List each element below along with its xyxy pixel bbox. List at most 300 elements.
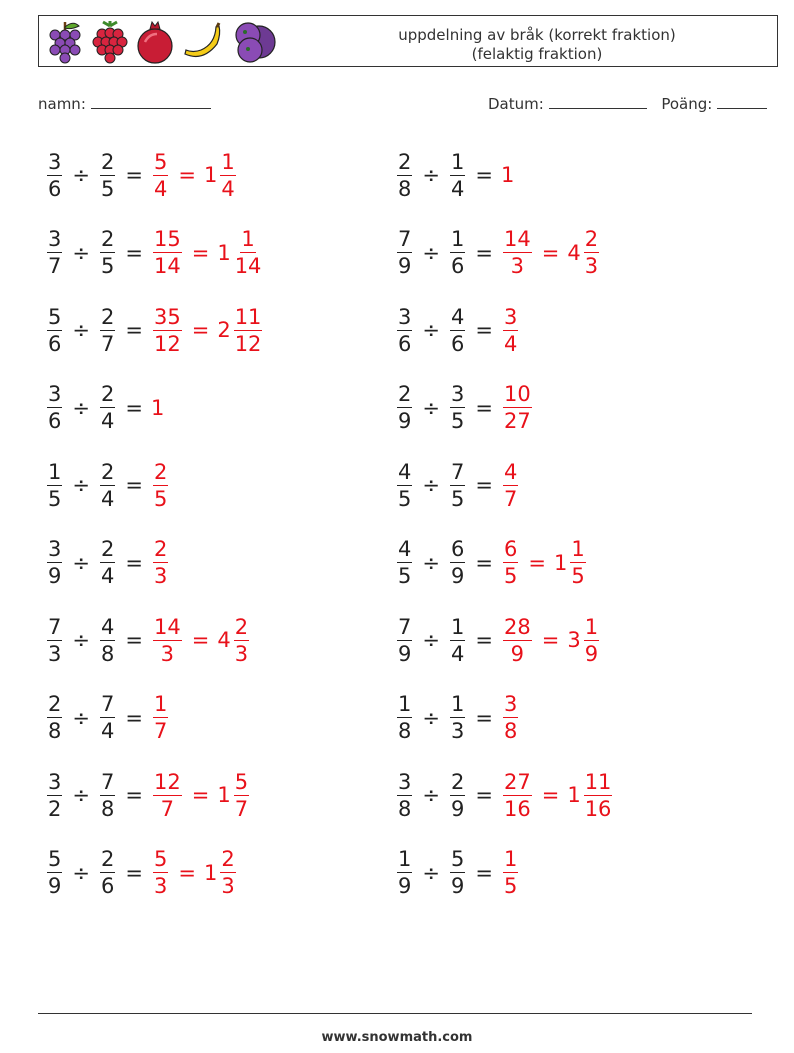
- denominator: 9: [450, 564, 465, 588]
- denominator: 5: [48, 486, 62, 511]
- score-label: Poäng:: [661, 95, 713, 113]
- dividend-fraction: [47, 459, 62, 512]
- mixed-number-answer: [204, 149, 238, 202]
- divisor-fraction: [450, 304, 465, 357]
- numerator: 1: [241, 227, 255, 251]
- numerator: 4: [398, 537, 412, 561]
- denominator: 12: [234, 331, 262, 356]
- denominator: 7: [153, 719, 168, 743]
- mixed-number-answer: [567, 769, 614, 822]
- denominator: 16: [503, 796, 531, 821]
- numerator: 15: [153, 227, 181, 251]
- divide-sign: ÷: [422, 240, 440, 265]
- problem-4: [395, 223, 601, 283]
- answer: [151, 396, 164, 420]
- denominator: 2: [48, 796, 62, 821]
- dividend-fraction: [47, 381, 62, 434]
- raspberry-icon: [91, 20, 129, 64]
- denominator: 7: [48, 254, 62, 278]
- dividend-fraction: [397, 769, 412, 822]
- mixed-whole: 1: [217, 240, 231, 265]
- answer: [151, 614, 251, 667]
- problem-10: [395, 455, 520, 515]
- denominator: 9: [584, 641, 599, 666]
- equals-sign: =: [475, 163, 493, 187]
- equals-sign: =: [541, 783, 560, 807]
- numerator: 3: [48, 382, 62, 406]
- mixed-fraction: [584, 769, 613, 822]
- fruit-icons: [45, 20, 277, 64]
- mixed-whole: 4: [567, 240, 581, 265]
- numerator: 3: [503, 304, 518, 329]
- divisor-fraction: [100, 149, 115, 202]
- divide-sign: ÷: [72, 163, 90, 187]
- improper-fraction-answer: [153, 459, 168, 512]
- denominator: 9: [510, 641, 525, 666]
- denominator: 6: [48, 176, 62, 201]
- dividend-fraction: [397, 691, 412, 744]
- numerator: 7: [398, 614, 412, 639]
- mixed-whole: 3: [567, 628, 581, 652]
- equals-sign: =: [178, 860, 196, 885]
- numerator: 14: [503, 227, 531, 251]
- equals-sign: =: [125, 473, 143, 497]
- numerator: 2: [398, 149, 412, 174]
- numerator: 2: [398, 382, 412, 406]
- problem-18: [395, 765, 614, 825]
- divide-sign: ÷: [422, 628, 440, 652]
- improper-fraction-answer: [503, 536, 518, 589]
- numerator: 2: [100, 382, 115, 406]
- improper-fraction-answer: [153, 691, 168, 744]
- answer: [151, 459, 170, 512]
- numerator: 12: [153, 769, 181, 794]
- mixed-whole: 1: [553, 550, 568, 575]
- equals-sign: =: [475, 860, 493, 885]
- denominator: 5: [450, 409, 465, 433]
- mixed-fraction: [220, 846, 235, 899]
- improper-fraction-answer: [503, 226, 532, 279]
- answer: [151, 226, 264, 279]
- dividend-fraction: [47, 846, 62, 899]
- numerator: 2: [48, 692, 62, 716]
- dividend-fraction: [397, 304, 412, 357]
- improper-fraction-answer: [503, 304, 518, 357]
- denominator: 9: [48, 874, 62, 898]
- answer: [501, 381, 534, 434]
- dividend-fraction: [47, 769, 62, 822]
- denominator: 8: [100, 641, 115, 666]
- equals-sign: =: [541, 628, 560, 652]
- denominator: 27: [503, 409, 531, 433]
- divide-sign: ÷: [422, 550, 440, 575]
- denominator: 9: [450, 874, 465, 898]
- answer: [501, 226, 601, 279]
- divide-sign: ÷: [72, 550, 90, 575]
- divide-sign: ÷: [422, 705, 440, 730]
- denominator: 4: [503, 331, 518, 356]
- worksheet-header: [38, 15, 778, 67]
- divisor-fraction: [450, 614, 465, 667]
- mixed-number-answer: [217, 226, 264, 279]
- equals-sign: =: [191, 318, 210, 342]
- problem-17: [45, 765, 251, 825]
- numerator: 7: [450, 459, 465, 484]
- denominator: 4: [450, 641, 465, 666]
- answer: [501, 304, 520, 357]
- numerator: 5: [153, 149, 168, 174]
- numerator: 1: [450, 227, 465, 251]
- divide-sign: ÷: [422, 473, 440, 497]
- denominator: 4: [153, 176, 168, 201]
- numerator: 2: [234, 614, 249, 639]
- denominator: 6: [398, 331, 412, 356]
- date-score-fields: [488, 94, 767, 113]
- divide-sign: ÷: [72, 783, 90, 807]
- equals-sign: =: [125, 395, 143, 420]
- dividend-fraction: [47, 149, 62, 202]
- improper-fraction-answer: [153, 226, 182, 279]
- denominator: 3: [221, 874, 235, 898]
- mixed-fraction: [234, 304, 263, 357]
- equals-sign: =: [528, 550, 546, 575]
- problem-8: [395, 378, 534, 438]
- numerator: 1: [503, 847, 518, 871]
- answer: [501, 459, 520, 512]
- numerator: 1: [398, 847, 412, 871]
- problem-1: [45, 145, 238, 205]
- problem-20: [395, 843, 520, 903]
- mixed-whole: 4: [217, 628, 231, 652]
- numerator: 2: [153, 537, 168, 561]
- equals-sign: =: [125, 163, 143, 187]
- dividend-fraction: [397, 226, 412, 279]
- divisor-fraction: [100, 614, 115, 667]
- improper-fraction-answer: [153, 149, 168, 202]
- answer: [151, 149, 238, 202]
- answer: [151, 769, 251, 822]
- dividend-fraction: [47, 691, 62, 744]
- title-line-1: uppdelning av bråk (korrekt fraktion): [398, 26, 676, 44]
- divisor-fraction: [450, 381, 465, 434]
- numerator: 1: [584, 614, 599, 639]
- equals-sign: =: [475, 473, 493, 497]
- improper-fraction-answer: [503, 614, 532, 667]
- numerator: 7: [398, 227, 412, 251]
- problem-15: [45, 688, 170, 748]
- numerator: 4: [100, 614, 115, 639]
- mixed-fraction: [584, 614, 599, 667]
- numerator: 1: [450, 614, 465, 639]
- numerator: 2: [153, 459, 168, 484]
- date-blank[interactable]: [549, 94, 647, 109]
- equals-sign: =: [475, 240, 493, 265]
- problem-19: [45, 843, 238, 903]
- problem-3: [45, 223, 264, 283]
- denominator: 7: [100, 331, 115, 356]
- numerator: 3: [48, 149, 62, 174]
- mixed-whole: 1: [203, 163, 218, 187]
- dividend-fraction: [397, 846, 412, 899]
- footer-divider: [38, 1013, 752, 1014]
- mixed-number-answer: [554, 536, 588, 589]
- numerator: 2: [221, 847, 235, 871]
- equals-sign: =: [541, 240, 560, 265]
- denominator: 4: [100, 409, 115, 433]
- divisor-fraction: [100, 226, 115, 279]
- problem-14: [395, 610, 601, 670]
- numerator: 7: [100, 769, 115, 794]
- numerator: 1: [221, 149, 235, 174]
- denominator: 5: [398, 486, 412, 511]
- divide-sign: ÷: [422, 860, 440, 885]
- divide-sign: ÷: [72, 705, 90, 730]
- equals-sign: =: [191, 628, 210, 652]
- divide-sign: ÷: [72, 240, 90, 265]
- denominator: 8: [48, 719, 62, 743]
- name-blank[interactable]: [91, 94, 211, 109]
- numerator: 1: [398, 692, 412, 716]
- equals-sign: =: [125, 628, 143, 652]
- numerator: 1: [450, 692, 465, 716]
- denominator: 8: [503, 719, 518, 743]
- denominator: 9: [48, 564, 62, 588]
- denominator: 5: [503, 874, 518, 898]
- divisor-fraction: [100, 536, 115, 589]
- numerator: 7: [48, 614, 62, 639]
- mixed-number-answer: [217, 304, 264, 357]
- denominator: 8: [398, 796, 412, 821]
- numerator: 3: [503, 692, 518, 716]
- dividend-fraction: [47, 304, 62, 357]
- divisor-fraction: [450, 846, 465, 899]
- equals-sign: =: [475, 550, 493, 575]
- divisor-fraction: [100, 769, 115, 822]
- problem-2: [395, 145, 514, 205]
- improper-fraction-answer: [153, 846, 168, 899]
- numerator: 2: [100, 149, 115, 174]
- numerator: 5: [48, 847, 62, 871]
- problem-13: [45, 610, 251, 670]
- pomegranate-icon: [135, 20, 175, 64]
- denominator: 6: [48, 409, 62, 433]
- equals-sign: =: [191, 240, 210, 265]
- answer: [151, 691, 170, 744]
- denominator: 5: [153, 486, 168, 511]
- dividend-fraction: [397, 149, 412, 202]
- name-field: [38, 94, 211, 113]
- denominator: 16: [584, 796, 612, 821]
- numerator: 1: [48, 459, 62, 484]
- equals-sign: =: [125, 705, 143, 730]
- problem-11: [45, 533, 170, 593]
- denominator: 4: [100, 564, 115, 588]
- denominator: 14: [234, 254, 262, 278]
- answer: [151, 536, 170, 589]
- mixed-number-answer: [217, 769, 251, 822]
- divide-sign: ÷: [422, 783, 440, 807]
- denominator: 3: [153, 874, 168, 898]
- denominator: 8: [398, 176, 412, 201]
- answer: [501, 163, 514, 187]
- banana-icon: [181, 20, 225, 64]
- numerator: 28: [503, 614, 531, 639]
- divisor-fraction: [450, 459, 465, 512]
- mixed-number-answer: [567, 614, 601, 667]
- numerator: 6: [450, 537, 465, 561]
- score-blank[interactable]: [717, 94, 767, 109]
- denominator: 6: [450, 254, 465, 278]
- mixed-number-answer: [204, 846, 238, 899]
- equals-sign: =: [125, 783, 143, 807]
- denominator: 9: [398, 254, 412, 278]
- problem-12: [395, 533, 588, 593]
- numerator: 6: [503, 537, 518, 561]
- denominator: 7: [234, 796, 249, 821]
- equals-sign: =: [475, 705, 493, 730]
- numerator: 3: [48, 537, 62, 561]
- numerator: 4: [503, 459, 518, 484]
- denominator: 3: [48, 641, 62, 666]
- mixed-whole: 2: [217, 318, 231, 342]
- mixed-fraction: [234, 614, 249, 667]
- numerator: 2: [100, 304, 115, 329]
- problem-7: [45, 378, 164, 438]
- equals-sign: =: [191, 783, 210, 807]
- numerator: 2: [100, 847, 115, 871]
- denominator: 5: [503, 564, 518, 588]
- denominator: 5: [571, 564, 585, 588]
- answer: [501, 536, 588, 589]
- denominator: 6: [48, 331, 62, 356]
- date-label: Datum:: [488, 95, 544, 113]
- numerator: 2: [100, 537, 115, 561]
- plums-icon: [231, 20, 277, 64]
- numerator: 2: [100, 227, 115, 251]
- numerator: 5: [153, 847, 168, 871]
- divide-sign: ÷: [72, 318, 90, 342]
- denominator: 8: [398, 719, 412, 743]
- denominator: 3: [160, 641, 175, 666]
- equals-sign: =: [475, 628, 493, 652]
- answer: [151, 304, 264, 357]
- numerator: 3: [398, 304, 412, 329]
- equals-sign: =: [475, 783, 493, 807]
- divisor-fraction: [100, 304, 115, 357]
- divisor-fraction: [450, 769, 465, 822]
- denominator: 3: [153, 564, 168, 588]
- name-label: namn:: [38, 95, 86, 113]
- denominator: 6: [450, 331, 465, 356]
- denominator: 3: [510, 254, 525, 278]
- numerator: 3: [398, 769, 412, 794]
- title-line-2: (felaktig fraktion): [471, 45, 603, 63]
- improper-fraction-answer: [503, 691, 518, 744]
- improper-fraction-answer: [503, 459, 518, 512]
- answer: [501, 614, 601, 667]
- divide-sign: ÷: [72, 395, 90, 420]
- denominator: 12: [153, 331, 181, 356]
- problem-6: [395, 300, 520, 360]
- answer-whole: 1: [500, 163, 515, 187]
- improper-fraction-answer: [153, 536, 168, 589]
- divide-sign: ÷: [422, 318, 440, 342]
- denominator: 5: [100, 254, 115, 278]
- denominator: 5: [398, 564, 412, 588]
- numerator: 5: [48, 304, 62, 329]
- denominator: 14: [153, 254, 181, 278]
- dividend-fraction: [397, 536, 412, 589]
- denominator: 4: [450, 176, 465, 201]
- numerator: 11: [584, 769, 612, 794]
- numerator: 5: [450, 847, 465, 871]
- equals-sign: =: [475, 395, 493, 420]
- divisor-fraction: [450, 226, 465, 279]
- improper-fraction-answer: [153, 769, 182, 822]
- answer-whole: 1: [150, 395, 165, 420]
- improper-fraction-answer: [153, 614, 182, 667]
- denominator: 7: [160, 796, 175, 821]
- numerator: 10: [503, 382, 531, 406]
- numerator: 11: [234, 304, 262, 329]
- divisor-fraction: [100, 846, 115, 899]
- equals-sign: =: [125, 550, 143, 575]
- equals-sign: =: [475, 318, 493, 342]
- denominator: 8: [100, 796, 115, 821]
- numerator: 4: [398, 459, 412, 484]
- problem-16: [395, 688, 520, 748]
- answer: [501, 691, 520, 744]
- divisor-fraction: [100, 459, 115, 512]
- divide-sign: ÷: [422, 395, 440, 420]
- divide-sign: ÷: [422, 163, 440, 187]
- equals-sign: =: [178, 163, 196, 187]
- problem-9: [45, 455, 170, 515]
- denominator: 4: [221, 176, 235, 201]
- dividend-fraction: [47, 614, 62, 667]
- numerator: 3: [48, 227, 62, 251]
- denominator: 5: [450, 486, 465, 511]
- grapes-icon: [45, 20, 85, 64]
- improper-fraction-answer: [503, 381, 532, 434]
- divisor-fraction: [450, 149, 465, 202]
- denominator: 7: [503, 486, 518, 511]
- improper-fraction-answer: [503, 769, 532, 822]
- numerator: 2: [450, 769, 465, 794]
- denominator: 9: [398, 874, 412, 898]
- numerator: 2: [100, 459, 115, 484]
- mixed-fraction: [234, 769, 249, 822]
- mixed-fraction: [584, 226, 599, 279]
- dividend-fraction: [47, 226, 62, 279]
- answer: [151, 846, 238, 899]
- numerator: 1: [450, 149, 465, 174]
- footer-url: www.snowmath.com: [321, 1030, 473, 1045]
- numerator: 3: [48, 769, 62, 794]
- improper-fraction-answer: [153, 304, 182, 357]
- denominator: 4: [100, 719, 115, 743]
- divisor-fraction: [100, 381, 115, 434]
- equals-sign: =: [125, 240, 143, 265]
- mixed-fraction: [220, 149, 235, 202]
- answer: [501, 769, 614, 822]
- divisor-fraction: [450, 536, 465, 589]
- numerator: 35: [153, 304, 181, 329]
- denominator: 4: [100, 486, 115, 511]
- dividend-fraction: [397, 381, 412, 434]
- equals-sign: =: [125, 860, 143, 885]
- numerator: 7: [100, 692, 115, 716]
